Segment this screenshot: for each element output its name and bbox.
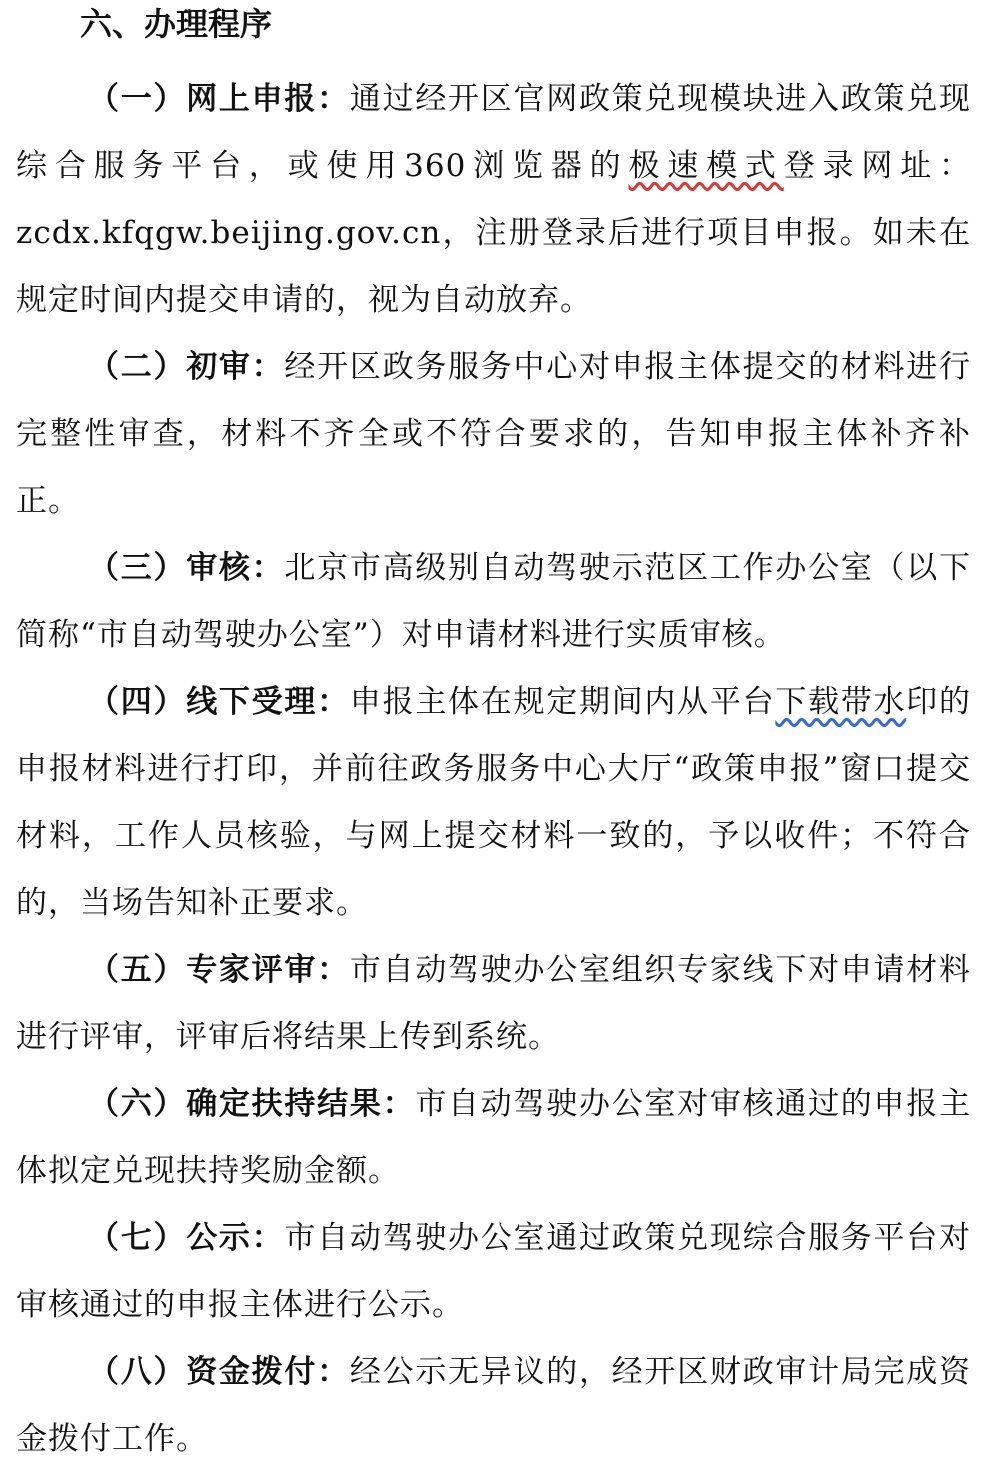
item-label: （一）网上申报： bbox=[88, 81, 350, 117]
procedure-item-determine-support bbox=[16, 1071, 971, 1205]
item-text-continued: 印的申报材料进行打印，并前往政务服务中心大厅“政策申报”窗口提交材料，工作人员核验，与网上提交材料一致的，予以收件；不符合的，当场告知补正要求。 bbox=[16, 684, 972, 921]
grammar-marked-text: 下载带水 bbox=[775, 684, 907, 720]
item-label: （六）确定扶持结果： bbox=[88, 1086, 416, 1122]
item-label: （八）资金拨付： bbox=[88, 1354, 350, 1390]
item-text: 市自动驾驶办公室对审核通过的申报主体拟定兑现扶持奖励金额。 bbox=[16, 1086, 972, 1189]
item-label: （二）初审： bbox=[88, 349, 285, 385]
procedure-item-review bbox=[16, 535, 971, 669]
item-text: 通过经开区官网政策兑现模块进入政策兑现综合服务平台，或使用360浏览器的 bbox=[16, 81, 972, 184]
spellcheck-marked-text: 极速模式 bbox=[628, 148, 784, 184]
procedure-item-online-application bbox=[16, 66, 971, 334]
item-text: 市自动驾驶办公室通过政策兑现综合服务平台对审核通过的申报主体进行公示。 bbox=[16, 1220, 972, 1323]
procedure-item-fund-allocation bbox=[16, 1339, 971, 1473]
item-text: 经公示无异议的，经开区财政审计局完成资金拨付工作。 bbox=[16, 1354, 972, 1457]
item-label: （三）审核： bbox=[88, 550, 285, 586]
item-text: 申报主体在规定期间内从平台 bbox=[349, 684, 776, 720]
item-label: （七）公示： bbox=[88, 1220, 285, 1256]
procedure-item-preliminary-review bbox=[16, 334, 971, 535]
section-title: 六、办理程序 bbox=[80, 5, 273, 43]
procedure-item-expert-review bbox=[16, 937, 971, 1071]
item-text: 经开区政务服务中心对申报主体提交的材料进行完整性审查，材料不齐全或不符合要求的，告知申报主体补齐补正。 bbox=[16, 349, 972, 519]
item-text-continued: 登录网址：zcdx.kfqgw.beijing.gov.cn，注册登录后进行项目申报。如未在规定时间内提交申请的，视为自动放弃。 bbox=[16, 148, 972, 318]
item-label: （五）专家评审： bbox=[88, 952, 350, 988]
item-text: 市自动驾驶办公室组织专家线下对申请材料进行评审，评审后将结果上传到系统。 bbox=[16, 952, 972, 1055]
procedure-item-offline-acceptance bbox=[16, 669, 971, 937]
item-text: 北京市高级别自动驾驶示范区工作办公室（以下简称“市自动驾驶办公室”）对申请材料进行实质审核。 bbox=[16, 550, 972, 653]
procedure-item-publicity bbox=[16, 1205, 971, 1339]
item-label: （四）线下受理： bbox=[88, 684, 350, 720]
